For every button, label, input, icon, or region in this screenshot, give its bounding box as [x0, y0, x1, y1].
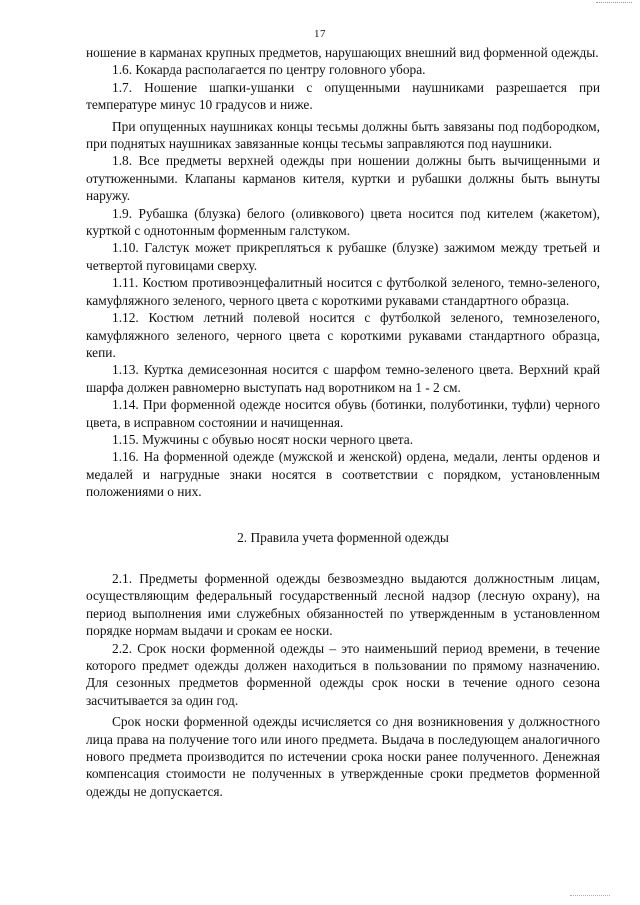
- section-title: 2. Правила учета форменной одежды: [237, 529, 449, 545]
- paragraph-continuation: ношение в карманах крупных предметов, нарушающих внешний вид форменной одежды.: [86, 45, 599, 60]
- paragraph-1-12: 1.12. Костюм летний полевой носится с футболкой зеленого, темнозеленого, камуфляжного зеленого, черного цвета с короткими рукавами стандартного образца, кепи.: [86, 310, 600, 360]
- paragraph-1-7-note: При опущенных наушниках концы тесьмы должны быть завязаны под подбородком, при поднятых наушниках завязанные концы тесьмы заправляются под наушники.: [86, 118, 600, 152]
- paragraph-1-6: 1.6. Кокарда располагается по центру головного убора.: [112, 62, 426, 78]
- document-body: [86, 44, 600, 800]
- paragraph-1-8: 1.8. Все предметы верхней одежды при ношении должны быть вычищенными и отутюженными. Клапаны карманов кителя, куртки и рубашки должны быть вынуты наружу.: [86, 153, 600, 204]
- paragraph-1-10: 1.10. Галстук может прикрепляться к рубашке (блузке) зажимом между третьей и четвертой пуговицами сверху.: [86, 240, 600, 273]
- paragraph-1-9: 1.9. Рубашка (блузка) белого (оливкового) цвета носится под кителем (жакетом), курткой с однотонным форменным галстуком.: [86, 205, 600, 239]
- paragraph-1-16: 1.16. На форменной одежде (мужской и женской) ордена, медали, ленты орденов и медалей и нагрудные знаки носятся в соответствии с порядком, установленным положениями о них.: [86, 449, 600, 500]
- scan-mark-bottom: [570, 895, 610, 899]
- paragraph-1-15: 1.15. Мужчины с обувью носят носки черного цвета.: [112, 431, 414, 447]
- paragraph-1-13: 1.13. Куртка демисезонная носится с шарфом темно-зеленого цвета. Верхний край шарфа должен равномерно выступать над воротником на 1 - 2 см.: [86, 362, 600, 395]
- scan-mark-top: [596, 2, 632, 7]
- paragraph-2-2-note: Срок носки форменной одежды исчисляется со дня возникновения у должностного лица права на получение того или иного предмета. Выдача в последующем аналогичного нового предмета производится по истечении срока носки ранее полученного. Денежная компенсация стоимости не полученных в утвержденные сроки предметов форменной одежды не допускается.: [86, 714, 600, 799]
- paragraph-1-11: 1.11. Костюм противоэнцефалитный носится с футболкой зеленого, темно-зеленого, камуфляжного зеленого, черного цвета с короткими рукавами стандартного образца.: [86, 275, 600, 308]
- page-number: 17: [314, 28, 326, 40]
- paragraph-1-14: 1.14. При форменной одежде носится обувь (ботинки, полуботинки, туфли) черного цвета, в исправном состоянии и начищенная.: [86, 397, 600, 430]
- paragraph-2-1: 2.1. Предметы форменной одежды безвозмездно выдаются должностным лицам, осуществляющим федеральный государственный лесной надзор (лесную охрану), на период выполнения ими служебных обязанностей по утвержденным в установленном порядке нормам выдачи и срокам ее носки.: [86, 570, 600, 639]
- paragraph-2-2: 2.2. Срок носки форменной одежды – это наименьший период времени, в течение которого предмет одежды должен находиться в пользовании по прямому назначению. Для сезонных предметов форменной одежды срок носки в течение одного сезона засчитывается за один год.: [86, 640, 600, 708]
- paragraph-1-7: 1.7. Ношение шапки-ушанки с опущенными наушниками разрешается при температуре минус 10 градусов и ниже.: [86, 79, 600, 113]
